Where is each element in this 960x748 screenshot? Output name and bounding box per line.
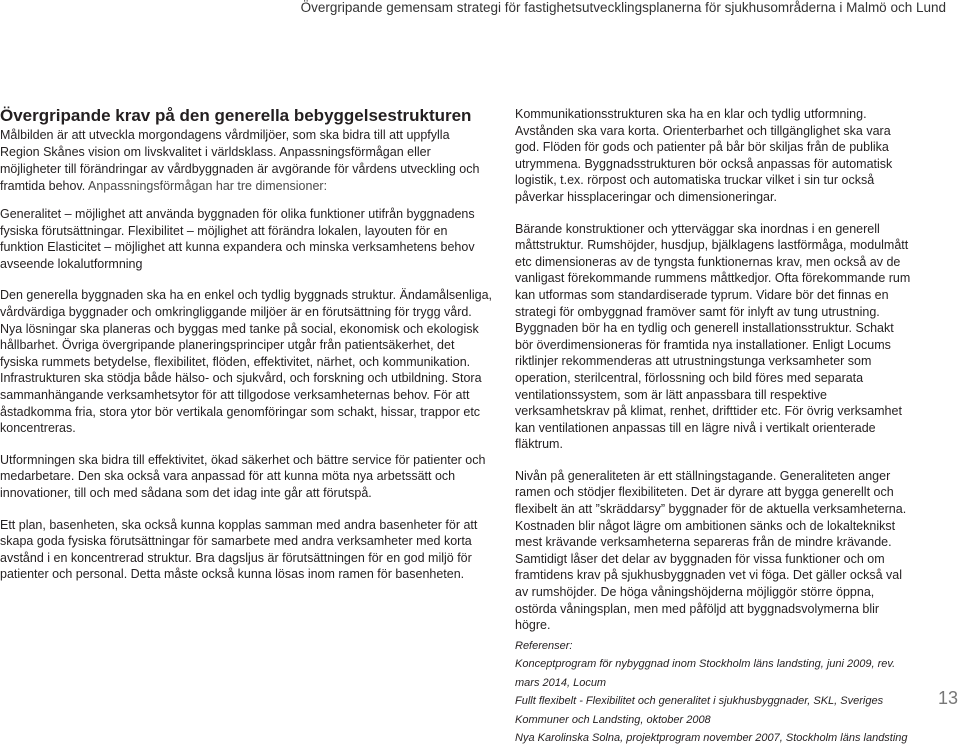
running-header: [0, 0, 946, 18]
page-number: 13: [937, 688, 958, 708]
reference-item: Fullt flexibelt - Flexibilitet och generalitet i sjukhusbyggnader, SKL, Sveriges Kommuner och Landsting, oktober 2008: [515, 695, 884, 726]
construction-paragraph: Bärande konstruktioner och ytterväggar ska inordnas i en generell måttstruktur. Rumshöjder, husdjup, bjälklagens lastförmåga, modulmått etc dimensioneras av de tyngsta funktionernas krav, men också av de vanligast förekommande rummens måttkedjor. Ofta förekommande rum kan utformas som standardiserade typrum. Vidare bör det finnas en strategi för ombyggnad framöver samt för inlyft av tung utrustning. Byggnaden bör ha en tydlig och generell installationsstruktur. Schakt bör överdimensioneras för framtida nya installationer. Enligt Locums riktlinjer rekommenderas att utrustningstunga verksamheter som operation, sterilcentral, förlossning och bild föres med separata ventilationssystem, som är lätt anpassbara till respektive verksamhetskrav på klimat, renhet, drifttider etc. För övrig verksamhet kan ventilationen anpassas till en lägre nivå i vertikalt orienterade fläktrum.: [515, 221, 911, 452]
left-column: [0, 106, 492, 583]
generality-paragraph: Nivån på generaliteten är ett ställningstagande. Generaliteten anger ramen och stödjer flexibiliteten. Det är dyrare att bygga generellt och flexibelt än att ”skräddarsy” byggnader för de aktuella verksamheterna. Kostnaden blir något lägre om ambitionen sänks och de lokalteknikst mest krävande verksamheterna separeras från de mindre krävande. Samtidigt låser det delar av byggnaden för vissa funktioner och om framtidens krav på sjukhusbyggnaden vet vi föga. Det gäller också val av rumshöjder. De höga våningshöjderna möjliggör större öppna, ostörda våningsplan, men med påföljd att byggnadsvolymerna blir högre.: [515, 468, 907, 633]
intro-text-cont: Anpassningsförmågan har tre dimensioner:: [85, 179, 328, 193]
section-heading: Övergripande krav på den generella bebyggelsestrukturen: [0, 106, 472, 125]
references-label: Referenser:: [515, 639, 573, 652]
reference-item: Nya Karolinska Solna, projektprogram november 2007, Stockholm läns landsting: [515, 732, 908, 745]
efficiency-paragraph: Utformningen ska bidra till effektivitet, ökad säkerhet och bättre service för patienter och medarbetare. Den ska också vara anpassad för att kunna möta nya arbetssätt och innovationer, till och med sådana som det idag inte går att förutspå.: [0, 452, 486, 500]
running-title: Övergripande gemensam strategi för fastighetsutvecklingsplanerna för sjukhusområderna i Malmö och Lund: [300, 0, 946, 15]
references: [515, 637, 915, 748]
dimensions-paragraph: Generalitet – möjlighet att använda byggnaden för olika funktioner utifrån byggnadens fysiska förutsättningar. Flexibilitet – möjlighet att förändra lokalen, layouten för en funktion Elasticitet – möjlighet att kunna expandera och minska verksamhetens behov avseende lokalutformning: [0, 207, 475, 271]
structure-paragraph: Den generella byggnaden ska ha en enkel och tydlig byggnads struktur. Ändamålsenliga, vårdvärdiga byggnader och omkringliggande miljöer är en förutsättning för trygg vård. Nya lösningar ska planeras och byggas med tanke på social, ekonomisk och ekologisk hållbarhet. Övriga övergripande planeringsprinciper utgår från patientsäkerhet, det fysiska rummets betydelse, flexibilitet, flöden, effektivitet, närhet, och kommunikation. Infrastrukturen ska stödja både hälso- och sjukvård, och forskning och utbildning. Stora sammanhängande verksamhetsytor för att tillgodose verksamheternas behov. För att åstadkomma fria, stora ytor bör vertikala genomföringar som schakt, hissar, trappor etc koncentreras.: [0, 288, 492, 436]
right-column: [515, 106, 915, 748]
intro-text: Målbilden är att utveckla morgondagens vårdmiljöer, som ska bidra till att uppfylla Region Skånes vision om livskvalitet i världsklass. Anpassningsförmågan eller möjligheter till förändringar av vårdbyggnaden är avgörande för vårdens utveckling och framtida behov.: [0, 128, 480, 193]
base-unit-paragraph: Ett plan, basenheten, ska också kunna kopplas samman med andra basenheter för att skapa goda fysiska förutsättningar för samarbete med andra verksamheter med korta avstånd i en koncentrerad struktur. Bra dagsljus är förutsättningen för en god miljö för patienter och personal. Detta måste också kunna lösas inom ramen för basenheten.: [0, 517, 478, 582]
intro-paragraph: [0, 127, 492, 195]
reference-item: Konceptprogram för nybyggnad inom Stockholm läns landsting, juni 2009, rev. mars 2014, Locum: [515, 658, 896, 689]
communication-paragraph: Kommunikationsstrukturen ska ha en klar och tydlig utformning. Avstånden ska vara korta. Orienterbarhet och tillgänglighet ska vara god. Flöden för gods och patienter på bår bör skiljas från de publika utrymmena. Byggnadsstrukturen bör också anpassas för automatisk logistik, t.ex. rörpost och automatiska truckar vilket i sin tur också påverkar hissplaceringar och dimensioneringar.: [515, 107, 893, 204]
